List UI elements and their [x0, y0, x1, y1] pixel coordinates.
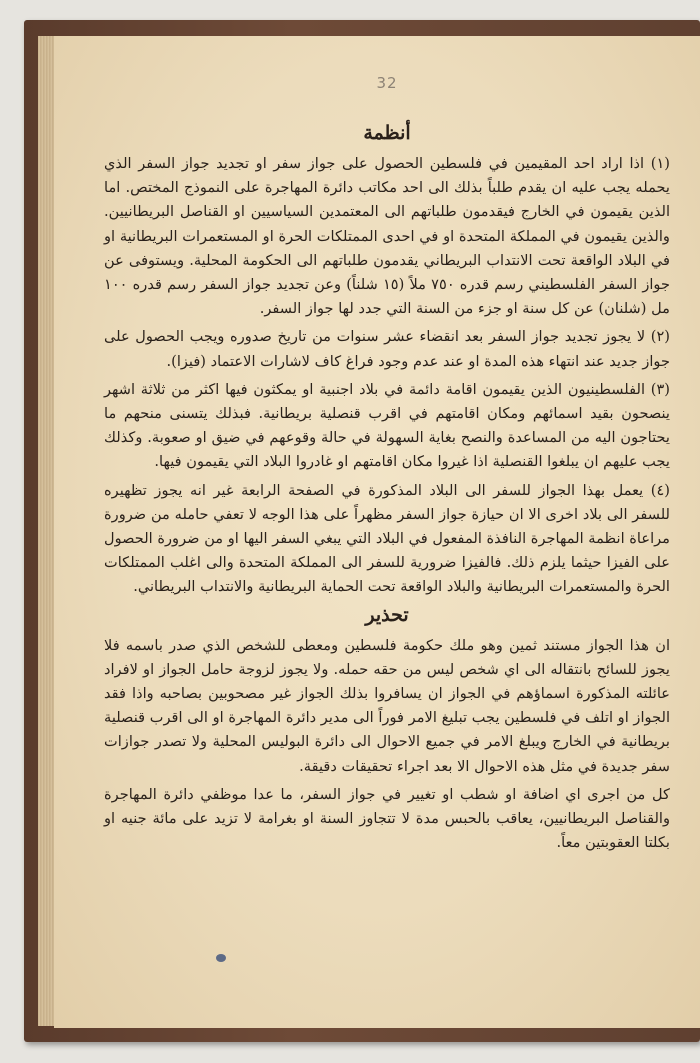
document-page: [54, 36, 700, 1028]
page-number: 32: [376, 74, 398, 92]
regulation-paragraph-1: (١) اذا اراد احد المقيمين في فلسطين الحصول على جواز سفر او تجديد جواز السفر الذي يحمله يجب عليه ان يقدم طلباً بذلك الى احد مكاتب دائرة المهاجرة على النموذج المختص. اما الذين يقيمون في الخارج فيقدمون طلباتهم الى المعتمدين السياسيين او القناصل البريطانيين. والذين يقيمون في المملكة المتحدة او في احدى الممتلكات الحرة او المستعمرات البريطانية او في البلاد الواقعة تحت الانتداب البريطاني يقدمون طلباتهم الى الحكومة المحلية. ويستوفى عن جواز السفر الفلسطيني رسم قدره ٧٥٠ ملاً (١٥ شلناً) وعن تجديد جواز السفر رسم قدره ١٠٠ مل (شلنان) عن كل سنة او جزء من السنة التي جدد لها جواز السفر.: [104, 155, 670, 318]
regulation-paragraph-4: (٤) يعمل بهذا الجواز للسفر الى البلاد المذكورة في الصفحة الرابعة غير انه يجوز تظهيره للسفر الى بلاد اخرى الا ان حيازة جواز السفر مظهراً على هذا الوجه لا تعفي حامله من ضرورة مراعاة انظمة المهاجرة النافذة المفعول في البلاد التي يبغي السفر اليها او من ضرورة الحصول على الفيزا حيثما يلزم ذلك. فالفيزا ضرورية للسفر الى المملكة المتحدة والى اغلب الممتلكات الحرة والمستعمرات البريطانية والبلاد الواقعة تحت الحماية البريطانية والانتداب البريطاني.: [104, 481, 670, 596]
warning-paragraph-2: كل من اجرى اي اضافة او شطب او تغيير في جواز السفر، ما عدا موظفي دائرة المهاجرة والقناصل البريطانيين، يعاقب بالحبس مدة لا تتجاوز السنة او بغرامة لا تزيد على مائة جنيه او بكلتا العقوبتين معاً.: [104, 785, 670, 852]
section-heading: أنظمة: [363, 122, 411, 144]
regulation-paragraph-2: (٢) لا يجوز تجديد جواز السفر بعد انقضاء عشر سنوات من تاريخ صدوره ويجب الحصول على جواز جديد عند انتهاء هذه المدة او عند عدم وجود فراغ كاف لاشارات الاعتماد (فيزا).: [104, 328, 670, 370]
warning-paragraph-1: ان هذا الجواز مستند ثمين وهو ملك حكومة فلسطين ومعطى للشخص الذي صدر باسمه فلا يجوز للسائح بانتقاله الى اي شخص ليس من حقه حمله. ولا يجوز لزوجة حامل الجواز او لافراد عائلته المذكورة اسماؤهم في الجواز ان يسافروا بذلك الجواز غير مصحوبين بصاحبه واذا فقد الجواز او اتلف في فلسطين يجب تبليغ الامر فوراً الى مدير دائرة المهاجرة او الى اقرب قنصلية بريطانية في الخارج ويبلغ الامر في جميع الاحوال الى دائرة البوليس المحلية ولا تصدر جوازات سفر جديدة في مثل هذه الاحوال الا بعد اجراء تحقيقات دقيقة.: [104, 636, 670, 775]
regulations-text: [104, 120, 670, 855]
ink-spot: [216, 954, 226, 962]
regulation-paragraph-3: (٣) الفلسطينيون الذين يقيمون اقامة دائمة في بلاد اجنبية او يمكثون فيها اكثر من ثلاثة اشهر ينصحون بقيد اسمائهم ومكان اقامتهم في اقرب قنصلية بريطانية. فبذلك يتسنى منحهم ما يحتاجون اليه من المساعدة والنصح بغاية السهولة في حالة وقوعهم في ضيق او صعوبة. وكذلك يجب عليهم ان يبلغوا القنصلية اذا غيروا مكان اقامتهم او غادروا البلاد التي يقيمون فيها.: [104, 380, 670, 471]
warning-heading: تحذير: [365, 603, 409, 626]
